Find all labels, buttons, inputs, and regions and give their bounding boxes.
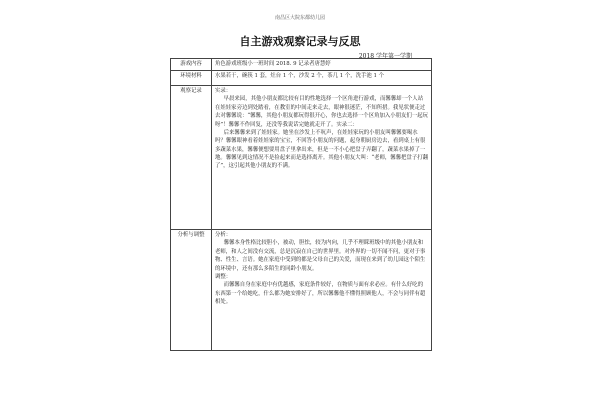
page-title: 自主游戏观察记录与反思 [239,35,361,48]
table-row [171,230,432,351]
record-paragraph: 早晨来园，其他小朋友都比较有目的性地选择一个区角进行游戏，而馨馨却一个人站在娃娃家旁边到处踏看，在教室的中间走来走去，眼神很迷茫，不知所措。我见状便走过去对馨馨说：“馨馨，其他小朋友都玩得很开心，你也去选择一个区角加入小朋友们一起玩呀”！馨馨不作回复，还没等我说话完她就走开了。实录二： [215,96,428,128]
table-row [171,86,432,230]
row-label-record: 观察记录 [171,86,212,230]
analysis-paragraph: 馨馨本身性格比较胆小，被动，胆怯，较为内向，几乎不理睬班级中的其他小朋友和老师，和人之间没有交流，总是沉寂在自己的世界里。对外界的一切不闻不问，更对于事物、性生、言语。她在家庭中受到的都是父母自己的关爱，而现在来到了幼儿园这个陌生的环境中，还有那么多陌生的同龄小朋友。 [215,240,426,272]
analysis-paragraph: 而馨馨自身在家庭中有优越感，家庭条件较好，在物质与面有求必应。有什么好吃的东西第一个给她吃，什么都为她安排好了，所以馨馨他不懂得照顾他人，不会与同伴有超相处。 [215,282,426,305]
analysis-paragraph: 分析： [215,232,232,238]
school-name: 南昌区大院东都幼儿园 [274,15,325,21]
row-value-analysis [212,230,432,351]
row-label-materials: 环境材料 [171,71,212,86]
row-value-content: 角色游戏班级小一班时间 2018. 9 记录者唐慧婷 [212,59,432,71]
analysis-paragraph: 调整： [215,273,232,280]
table-row [171,71,432,86]
row-label-analysis: 分析与调整 [171,230,212,351]
observation-table [170,58,432,351]
record-paragraph: 后来馨馨来到了娃娃家。她坐在沙发上不吭声，在娃娃家玩的小朋友叫馨馨要喝水吗？馨馨眼神看着娃娃家的宝宝，不回答小朋友的问题，起身朝厨房边去，看到桌上有很多蔬菜水果，馨馨便想要用盘子里拿出来，但是一不小心把盘子弄翻了，蔬菜水果掉了一地。馨馨见到这情况不是捡起来而是选择离开。其他小朋友大叫：“老师，馨馨把盘子打翻了”，这引起其他小朋友的不满。 [215,129,428,170]
table-row [171,59,432,71]
term-label: 2018 学年第一学期 [358,53,412,60]
row-label-content: 游戏内容 [171,59,212,71]
row-value-materials: 水果若干，碗筷 1 套，灶台 1 个，沙发 2 个，茶几 1 个，洗手池 1 个 [212,71,432,86]
record-paragraph: 实录： [215,88,232,94]
row-value-record [212,86,432,230]
